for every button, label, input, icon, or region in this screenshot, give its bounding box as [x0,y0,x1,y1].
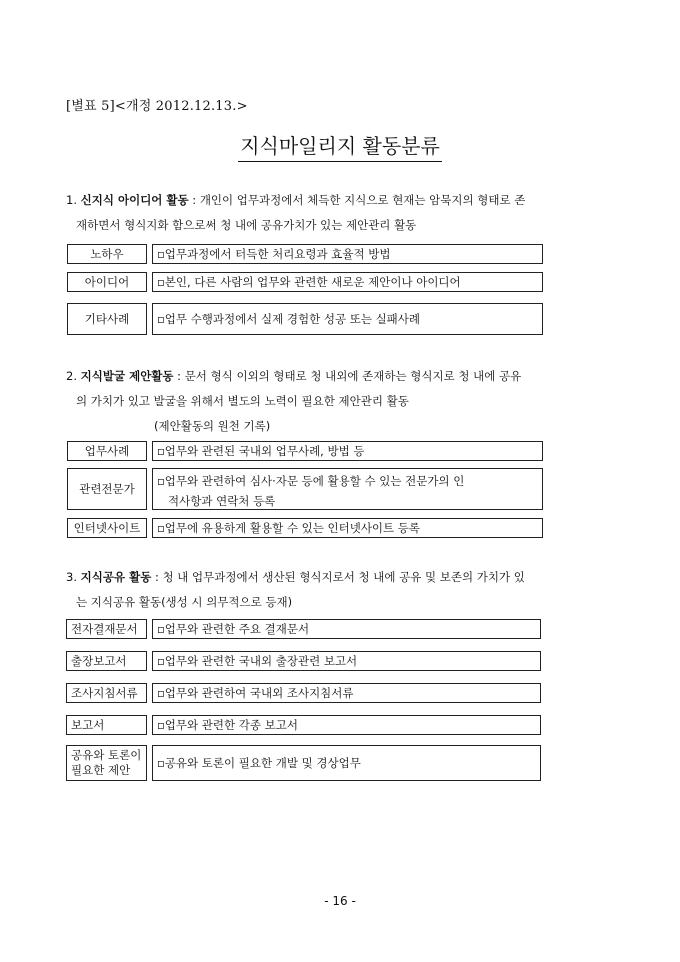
revision-header: [별표 5]<개정 2012.12.13.> [66,99,248,114]
category-label: 노하우 [67,244,147,264]
category-description: ▫업무 수행과정에서 실제 경험한 성공 또는 실패사례 [152,303,543,335]
section-2-heading: 지식발굴 제안활동 [80,369,174,383]
category-label: 출장보고서 [66,651,147,671]
section-1-text: 1. 신지식 아이디어 활동 : 개인이 업무과정에서 체득한 지식으로 현재는 암묵지의 형태로 존 재하면서 형식지화 함으로써 청 내에 공유가치가 있는 제안관리 활동 [66,193,526,232]
category-description: ▫업무과정에서 터득한 처리요령과 효율적 방법 [152,244,543,264]
category-description: ▫공유와 토론이 필요한 개발 및 경상업무 [152,745,541,781]
category-description: ▫업무에 유용하게 활용할 수 있는 인터넷사이트 등록 [152,518,543,538]
section-2-note: (제안활동의 원천 기록) [154,419,271,433]
section-1-heading: 신지식 아이디어 활동 [80,193,189,207]
page-number: - 16 - [324,894,356,908]
category-description: ▫업무와 관련한 각종 보고서 [152,715,541,735]
category-description: ▫업무와 관련한 국내외 출장관련 보고서 [152,651,541,671]
category-description: ▫업무와 관련하여 심사·자문 등에 활용할 수 있는 전문가의 인 적사항과 연락처 등록 [152,468,543,510]
category-description: ▫업무와 관련된 국내외 업무사례, 방법 등 [152,441,543,461]
category-label: 전자결재문서 [66,619,147,639]
section-3-heading: 지식공유 활동 [80,570,152,584]
category-label: 인터넷사이트 [67,518,147,538]
category-label: 업무사례 [67,441,147,461]
section-3-text: 3. 지식공유 활동 : 청 내 업무과정에서 생산된 형식지로서 청 내에 공유 및 보존의 가치가 있 는 지식공유 활동(생성 시 의무적으로 등재) [66,570,525,609]
category-description: ▫본인, 다른 사람의 업무와 관련한 새로운 제안이나 아이디어 [152,272,543,292]
category-description: ▫업무와 관련하여 국내외 조사지침서류 [152,683,541,703]
category-label: 관련전문가 [67,468,147,510]
category-label: 기타사례 [67,303,147,335]
category-label: 보고서 [66,715,147,735]
category-label: 아이디어 [67,272,147,292]
category-description: ▫업무와 관련한 주요 결재문서 [152,619,541,639]
page-title: 지식마일리지 활동분류 [0,130,680,159]
category-label: 공유와 토론이 필요한 제안 [66,745,147,781]
category-label: 조사지침서류 [66,683,147,703]
section-2-text: 2. 지식발굴 제안활동 : 문서 형식 이외의 형태로 청 내외에 존재하는 형식지로 청 내에 공유 의 가치가 있고 발굴을 위해서 별도의 노력이 필요한 제안관리 활동 [66,369,522,408]
